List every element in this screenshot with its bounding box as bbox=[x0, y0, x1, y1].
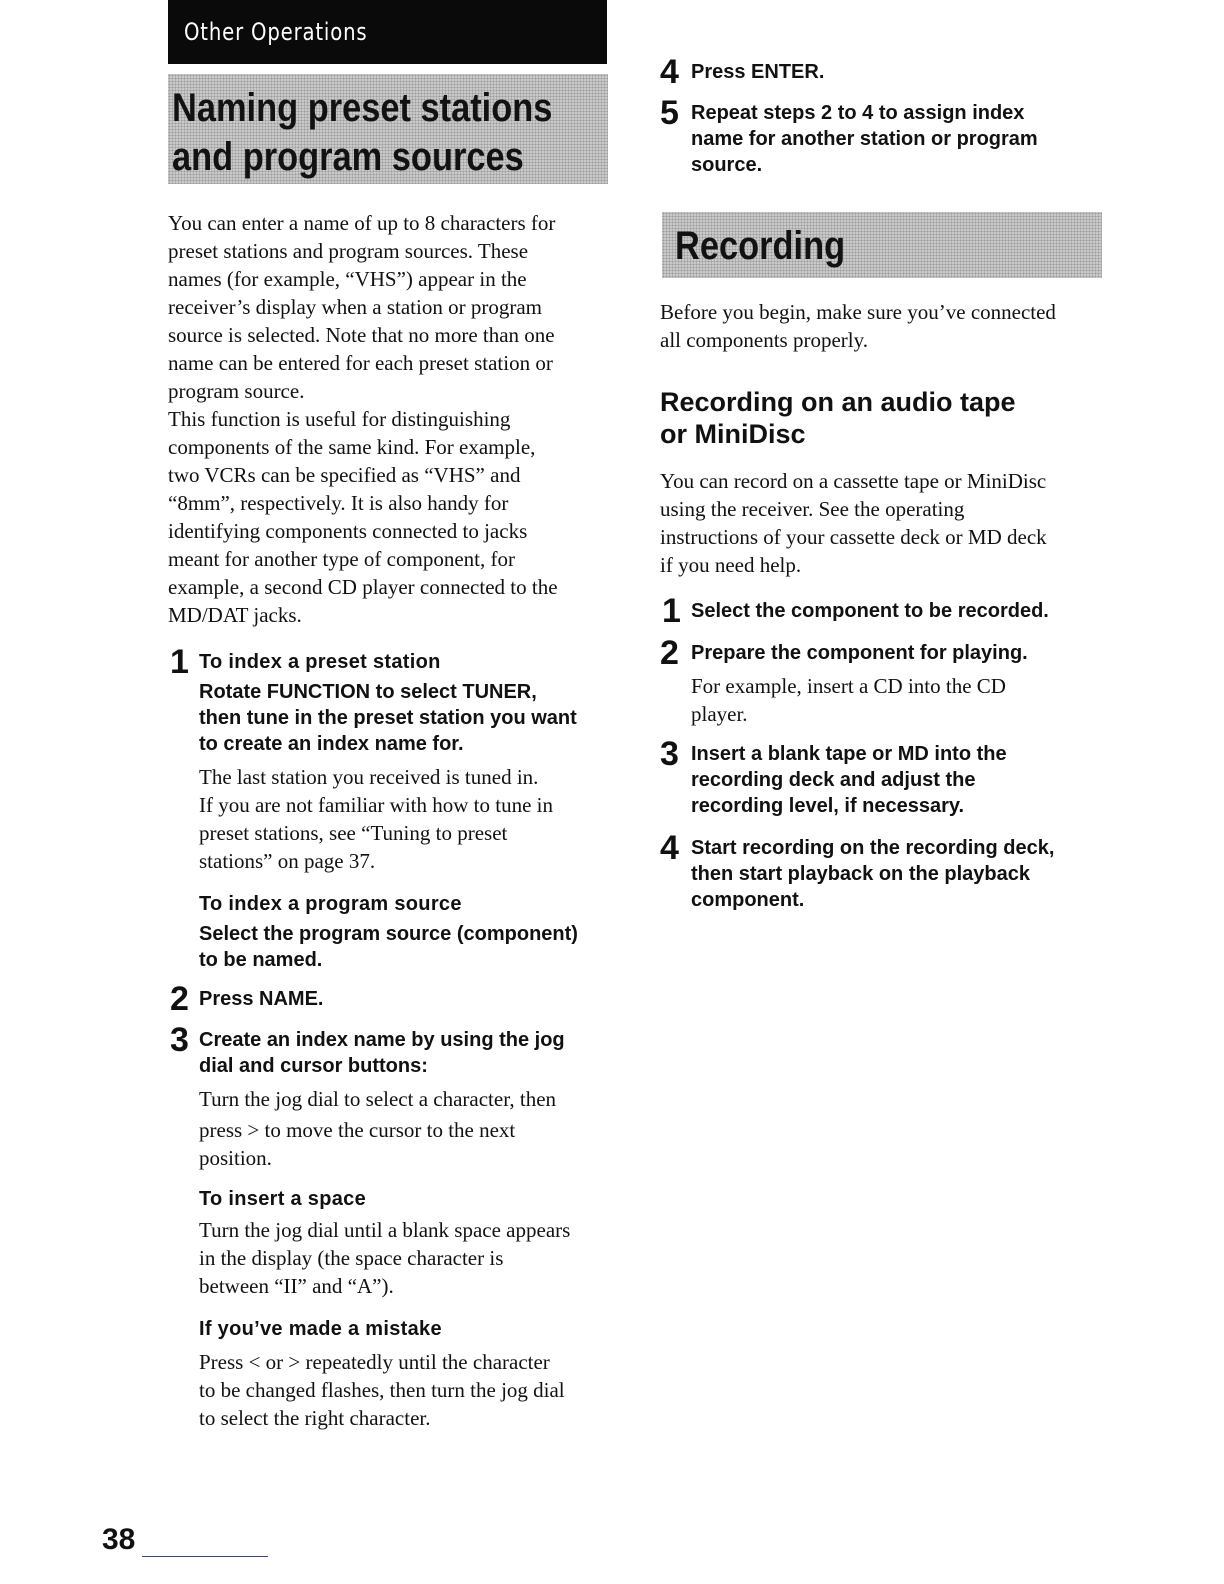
step-3-body-line: position. bbox=[199, 1146, 272, 1170]
step-1-sub-heading: To index a program source bbox=[199, 893, 462, 915]
step-1-instruction-line: Rotate FUNCTION to select TUNER, bbox=[199, 681, 537, 703]
step-5-line: source. bbox=[691, 154, 763, 176]
section-header-label: Other Operations bbox=[184, 18, 368, 46]
step-4-text: Press ENTER. bbox=[691, 61, 825, 83]
step-3-space-line: between “II” and “A”). bbox=[199, 1274, 394, 1298]
text-line: You can enter a name of up to 8 characters for bbox=[168, 211, 556, 235]
recording-intro bbox=[660, 298, 1110, 354]
text-line: components of the same kind. For example, bbox=[168, 435, 536, 459]
recording-step-2-body: player. bbox=[691, 702, 748, 726]
step-5-line: name for another station or program bbox=[691, 128, 1038, 150]
step-number-3: 3 bbox=[170, 1021, 189, 1059]
step-3-heading-line: Create an index name by using the jog bbox=[199, 1029, 565, 1051]
step-1-sub-line: Select the program source (component) bbox=[199, 923, 578, 945]
step-3-heading-line: dial and cursor buttons: bbox=[199, 1055, 428, 1077]
step-1-body-line: preset stations, see “Tuning to preset bbox=[199, 821, 508, 845]
step-1-sub-line: to be named. bbox=[199, 949, 323, 971]
recording-step-3-line: recording level, if necessary. bbox=[691, 795, 965, 817]
step-2-text: Press NAME. bbox=[199, 988, 324, 1010]
recording-step-2 bbox=[691, 640, 1121, 728]
text-line: preset stations and program sources. These bbox=[168, 239, 529, 263]
page-number: 38 bbox=[102, 1523, 136, 1556]
step-1-body-line: If you are not familiar with how to tune in bbox=[199, 793, 553, 817]
step-3-body-line: Turn the jog dial to select a character, then bbox=[199, 1087, 557, 1111]
step-number-5: 5 bbox=[660, 94, 679, 132]
step-number-2: 2 bbox=[170, 980, 189, 1018]
step-3-mistake-line: Press < or > repeatedly until the character bbox=[199, 1350, 550, 1374]
step-1-body-line: stations” on page 37. bbox=[199, 849, 376, 873]
step-3-space-line: Turn the jog dial until a blank space appears bbox=[199, 1218, 571, 1242]
recording-step-number-2: 2 bbox=[660, 634, 679, 672]
naming-step-3 bbox=[199, 1027, 619, 1432]
recording-step-4-line: Start recording on the recording deck, bbox=[691, 837, 1055, 859]
recording-step-1 bbox=[691, 598, 1121, 624]
recording-step-3-line: recording deck and adjust the bbox=[691, 769, 976, 791]
text-line: source is selected. Note that no more than one bbox=[168, 323, 555, 347]
text-line: “8mm”, respectively. It is also handy for bbox=[168, 491, 509, 515]
step-3-body-line: press > to move the cursor to the next bbox=[199, 1118, 516, 1142]
recording-step-number-4: 4 bbox=[660, 829, 679, 867]
recording-step-4-line: component. bbox=[691, 889, 805, 911]
text-line: Before you begin, make sure you’ve connected bbox=[660, 300, 1056, 324]
step-3-mistake-line: to select the right character. bbox=[199, 1406, 431, 1430]
step-3-space-line: in the display (the space character is bbox=[199, 1246, 504, 1270]
recording-step-4-line: then start playback on the playback bbox=[691, 863, 1030, 885]
recording-step-2-line: Prepare the component for playing. bbox=[691, 642, 1028, 664]
text-line: two VCRs can be specified as “VHS” and bbox=[168, 463, 521, 487]
step-number-1: 1 bbox=[170, 643, 189, 681]
step-3-space-heading: To insert a space bbox=[199, 1188, 367, 1210]
text-line: example, a second CD player connected to the bbox=[168, 575, 558, 599]
text-line: all components properly. bbox=[660, 328, 869, 352]
text-line: meant for another type of component, for bbox=[168, 547, 515, 571]
naming-title-line1: Naming preset stations bbox=[172, 86, 553, 130]
naming-title-line2: and program sources bbox=[172, 135, 524, 179]
recording-step-number-1: 1 bbox=[662, 592, 681, 630]
subtitle-line: Recording on an audio tape bbox=[660, 387, 1016, 417]
step-1-body-line: The last station you received is tuned in. bbox=[199, 765, 539, 789]
text-line: instructions of your cassette deck or MD deck bbox=[660, 525, 1047, 549]
step-5-line: Repeat steps 2 to 4 to assign index bbox=[691, 102, 1025, 124]
text-line: name can be entered for each preset station or bbox=[168, 351, 553, 375]
recording-step-1-line: Select the component to be recorded. bbox=[691, 600, 1049, 622]
naming-intro bbox=[168, 209, 608, 629]
naming-step-1 bbox=[199, 649, 619, 973]
step-number-4: 4 bbox=[660, 53, 679, 91]
recording-step-4 bbox=[691, 835, 1121, 913]
recording-step-3-line: Insert a blank tape or MD into the bbox=[691, 743, 1007, 765]
step-1-instruction-line: to create an index name for. bbox=[199, 733, 464, 755]
recording-step-number-3: 3 bbox=[660, 735, 679, 773]
text-line: if you need help. bbox=[660, 553, 802, 577]
naming-step-5 bbox=[691, 100, 1111, 178]
step-3-mistake-line: to be changed flashes, then turn the jog dial bbox=[199, 1378, 565, 1402]
recording-sub-intro bbox=[660, 467, 1110, 579]
text-line: You can record on a cassette tape or MiniDisc bbox=[660, 469, 1047, 493]
subtitle-line: or MiniDisc bbox=[660, 419, 806, 449]
naming-step-2 bbox=[199, 986, 619, 1012]
recording-step-2-body: For example, insert a CD into the CD bbox=[691, 674, 1006, 698]
text-line: using the receiver. See the operating bbox=[660, 497, 965, 521]
text-line: receiver’s display when a station or program bbox=[168, 295, 542, 319]
text-line: This function is useful for distinguishing bbox=[168, 407, 511, 431]
text-line: MD/DAT jacks. bbox=[168, 603, 302, 627]
step-1-instruction-line: then tune in the preset station you want bbox=[199, 707, 577, 729]
naming-step-4 bbox=[691, 59, 1111, 85]
page-number-rule bbox=[142, 1556, 268, 1557]
step-3-mistake-heading: If you’ve made a mistake bbox=[199, 1318, 442, 1340]
text-line: identifying components connected to jacks bbox=[168, 519, 528, 543]
text-line: names (for example, “VHS”) appear in the bbox=[168, 267, 527, 291]
step-1-heading: To index a preset station bbox=[199, 651, 441, 673]
text-line: program source. bbox=[168, 379, 305, 403]
recording-subtitle bbox=[660, 386, 1110, 450]
recording-step-3 bbox=[691, 741, 1121, 819]
recording-title: Recording bbox=[675, 224, 846, 268]
section-header-bar bbox=[168, 0, 607, 64]
